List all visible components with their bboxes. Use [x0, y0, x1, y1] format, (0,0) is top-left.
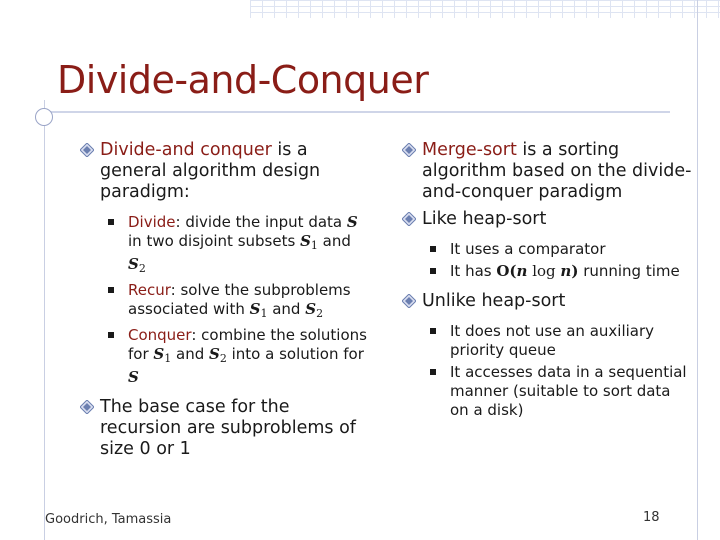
math-big-o: O( [496, 262, 517, 280]
math-subscript: 1 [310, 239, 318, 252]
sub-text: It uses a comparator [450, 240, 606, 258]
sub-text: and [267, 300, 306, 318]
diamond-bullet-icon [402, 212, 416, 226]
math-var: S [128, 255, 139, 273]
sub-item-divide [102, 213, 370, 278]
bullet-unlike-heap-sort [402, 291, 692, 312]
square-bullet-icon [430, 369, 436, 375]
term-recur: Recur [128, 281, 171, 299]
header-grid-decoration [250, 0, 720, 18]
sub-text: It accesses data in a sequential manner (suitable to sort data on a disk) [450, 363, 687, 419]
diamond-bullet-icon [80, 143, 94, 157]
term-conquer: Conquer [128, 326, 192, 344]
bullet-text: Like heap-sort [422, 209, 547, 229]
sub-text: It does not use an auxiliary priority queue [450, 322, 655, 359]
math-var: S [128, 368, 139, 386]
sub-text: It has [450, 262, 497, 280]
square-bullet-icon [430, 246, 436, 252]
sub-item-sequential [424, 363, 692, 420]
math-subscript: 1 [260, 307, 268, 320]
title-underline [40, 111, 670, 113]
sub-item-running-time [424, 262, 692, 281]
sub-item-conquer [102, 326, 370, 387]
square-bullet-icon [430, 268, 436, 274]
square-bullet-icon [108, 287, 114, 293]
sub-list-unlike-heap-sort [424, 322, 692, 420]
bullet-text: is a general algorithm design paradigm: [100, 140, 321, 202]
sub-text: and [171, 345, 210, 363]
math-subscript: 1 [164, 352, 172, 365]
right-column [402, 140, 692, 430]
square-bullet-icon [430, 328, 436, 334]
math-var: S [209, 345, 220, 363]
math-var: S [305, 300, 317, 318]
square-bullet-icon [108, 219, 114, 225]
term-merge-sort: Merge-sort [422, 140, 517, 160]
math-subscript: 2 [138, 262, 146, 275]
sub-text: : solve the subproblems associated with [128, 281, 351, 318]
slide-title: Divide-and-Conquer [57, 58, 429, 102]
math-var: S [346, 213, 358, 231]
bullet-divide-and-conquer [80, 140, 370, 203]
sub-text: : divide the input data [175, 213, 343, 231]
math-log: log [527, 262, 561, 280]
slide-footer: Goodrich, Tamassia [45, 512, 172, 527]
sub-list-steps [102, 213, 370, 387]
sub-text: and [317, 232, 351, 250]
bullet-merge-sort [402, 140, 692, 203]
sub-text: into a solution for [226, 345, 364, 363]
term-divide: Divide [128, 213, 176, 231]
math-var: S [300, 232, 311, 250]
crosshair-circle-decoration [35, 108, 53, 126]
page-number: 18 [643, 510, 660, 525]
sub-item-recur [102, 281, 370, 323]
sub-item-comparator [424, 240, 692, 259]
bullet-text: is a sorting algorithm based on the divide-and-conquer paradigm [422, 140, 692, 202]
math-var: n [560, 262, 572, 280]
bullet-text: The base case for the recursion are subproblems of size 0 or 1 [100, 397, 356, 459]
math-paren: ) [571, 262, 579, 280]
math-var: n [516, 262, 528, 280]
term-divide-and-conquer: Divide-and conquer [100, 140, 272, 160]
math-var: S [153, 345, 165, 363]
sub-text: running time [578, 262, 680, 280]
right-vertical-rule [697, 0, 698, 540]
bullet-like-heap-sort [402, 209, 692, 230]
diamond-bullet-icon [402, 143, 416, 157]
sub-text: : combine the solutions for [128, 326, 367, 363]
sub-text: in two disjoint subsets [128, 232, 301, 250]
math-subscript: 2 [219, 352, 227, 365]
sub-list-like-heap-sort [424, 240, 692, 281]
square-bullet-icon [108, 332, 114, 338]
diamond-bullet-icon [80, 400, 94, 414]
bullet-base-case [80, 397, 370, 460]
diamond-bullet-icon [402, 294, 416, 308]
bullet-text: Unlike heap-sort [422, 291, 566, 311]
math-var: S [249, 300, 261, 318]
sub-item-no-auxiliary [424, 322, 692, 360]
math-subscript: 2 [316, 307, 324, 320]
left-vertical-rule [44, 100, 45, 540]
left-column [80, 140, 370, 466]
